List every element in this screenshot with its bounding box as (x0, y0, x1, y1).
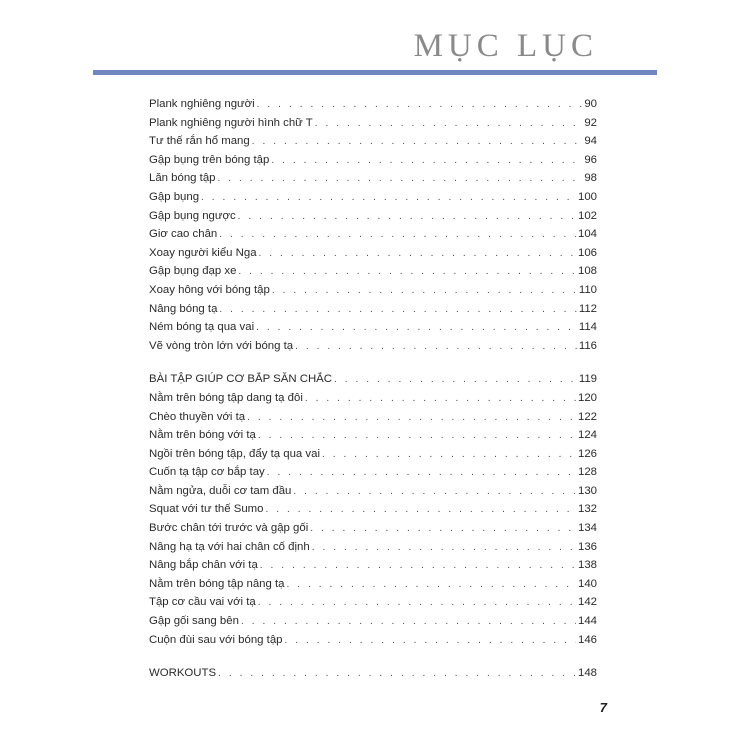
toc-entry (149, 207, 597, 226)
toc-entry-label: Ngồi trên bóng tập, đẩy tạ qua vai (149, 447, 320, 460)
toc-entry (149, 95, 597, 114)
title-divider (93, 70, 657, 75)
toc-entry (149, 225, 597, 244)
toc-entry-label: BÀI TẬP GIÚP CƠ BẮP SĂN CHẮC (149, 373, 333, 386)
dot-leader (258, 427, 576, 446)
toc-entry (149, 132, 597, 151)
toc-entry-label: Gập bụng trên bóng tập (149, 153, 270, 166)
toc-entry-page: 96 (584, 153, 597, 166)
toc-entry-page: 136 (577, 540, 597, 553)
dot-leader (258, 594, 576, 613)
toc-entry-label: Tập cơ cầu vai với tạ (149, 596, 256, 609)
dot-leader (241, 613, 576, 632)
toc-entry (149, 281, 597, 300)
dot-leader (256, 319, 577, 338)
dot-leader (252, 133, 583, 152)
toc-entry (149, 151, 597, 170)
toc-entry-label: Xoay người kiểu Nga (149, 246, 257, 259)
toc-entry-label: WORKOUTS (149, 667, 217, 680)
toc-entry-label: Gập bụng ngược (149, 209, 236, 222)
toc-entry-page: 112 (578, 302, 597, 315)
dot-leader (312, 539, 576, 558)
dot-leader (247, 409, 576, 428)
toc-entry-label: Nâng hạ tạ với hai chân cố định (149, 540, 310, 553)
toc-entry (149, 244, 597, 263)
toc-entry (149, 593, 597, 612)
toc-entry-page: 108 (577, 265, 597, 278)
toc-entry (149, 426, 597, 445)
dot-leader (218, 665, 576, 684)
dot-leader (238, 263, 576, 282)
toc-entry-label: Ném bóng tạ qua vai (149, 321, 255, 334)
dot-leader (334, 371, 577, 390)
toc-entry-label: Vẽ vòng tròn lớn với bóng tạ (149, 339, 294, 352)
dot-leader (267, 464, 576, 483)
toc-entry (149, 631, 597, 650)
toc-entry (149, 337, 597, 356)
toc-section-heading (149, 664, 597, 683)
dot-leader (238, 208, 576, 227)
toc-entry-label: Gập bụng (149, 190, 200, 203)
toc-entry-label: Cuốn tạ tập cơ bắp tay (149, 466, 265, 479)
toc-entry-page: 138 (577, 559, 597, 572)
dot-leader (293, 483, 576, 502)
toc-entry (149, 169, 597, 188)
toc-entry-page: 132 (577, 503, 597, 516)
section-spacer (149, 355, 597, 370)
toc-entry-page: 124 (577, 429, 597, 442)
toc-entry-label: Nằm trên bóng tập dang tạ đôi (149, 391, 303, 404)
toc-entry-page: 134 (577, 522, 597, 535)
toc-entry-page: 128 (577, 466, 597, 479)
dot-leader (310, 520, 576, 539)
toc-entry-page: 140 (577, 577, 597, 590)
dot-leader (272, 282, 577, 301)
toc-entry (149, 300, 597, 319)
toc-entry-label: Nâng bắp chân với tạ (149, 559, 258, 572)
toc-entry-page: 146 (577, 633, 597, 646)
toc-entry-label: Nâng bóng tạ (149, 302, 218, 315)
dot-leader (271, 152, 582, 171)
toc-entry-page: 144 (577, 615, 597, 628)
dot-leader (219, 226, 576, 245)
toc-entry (149, 612, 597, 631)
dot-leader (219, 301, 576, 320)
toc-entry-page: 94 (584, 135, 597, 148)
toc-group-2 (149, 389, 597, 649)
toc-entry-label: Gập gối sang bên (149, 615, 239, 628)
toc-entry (149, 114, 597, 133)
dot-leader (201, 189, 576, 208)
toc-entry (149, 389, 597, 408)
toc-entry (149, 318, 597, 337)
toc-entry (149, 262, 597, 281)
toc-section-heading (149, 370, 597, 389)
toc-entry-label: Cuộn đùi sau với bóng tập (149, 633, 283, 646)
section-spacer (149, 649, 597, 664)
dot-leader (257, 96, 583, 115)
dot-leader (315, 115, 583, 134)
toc-entry-page: 126 (577, 447, 597, 460)
toc-entry-page: 148 (577, 667, 597, 680)
toc-entry (149, 500, 597, 519)
toc-group-1 (149, 95, 597, 355)
toc-entry-page: 114 (578, 321, 597, 334)
dot-leader (305, 390, 576, 409)
toc-entry (149, 482, 597, 501)
toc-entry (149, 463, 597, 482)
toc-entry-label: Giơ cao chân (149, 228, 218, 241)
toc-entry-page: 120 (577, 391, 597, 404)
toc-entry-page: 104 (577, 228, 597, 241)
toc-entry-label: Nằm trên bóng tập nâng tạ (149, 577, 285, 590)
toc-entry (149, 519, 597, 538)
page-title: MỤC LỤC (413, 28, 598, 64)
toc-entry-page: 122 (577, 410, 597, 423)
dot-leader (259, 245, 576, 264)
dot-leader (266, 501, 576, 520)
toc-entry-label: Nằm ngửa, duỗi cơ tam đầu (149, 484, 292, 497)
toc-entry-page: 100 (577, 190, 597, 203)
dot-leader (285, 632, 576, 651)
toc-entry (149, 538, 597, 557)
toc-entry (149, 408, 597, 427)
toc-entry-page: 90 (584, 98, 597, 110)
toc-entry (149, 556, 597, 575)
toc-entry-label: Plank nghiêng người hình chữ T (149, 116, 313, 129)
toc-entry (149, 575, 597, 594)
toc-entry-label: Xoay hông với bóng tập (149, 283, 270, 296)
toc-entry-page: 102 (577, 209, 597, 222)
dot-leader (287, 576, 576, 595)
toc-entry-page: 98 (584, 172, 597, 185)
dot-leader (218, 170, 583, 189)
toc-entry-label: Chèo thuyền với tạ (149, 410, 246, 423)
dot-leader (260, 557, 576, 576)
toc-entry-label: Plank nghiêng người (149, 98, 255, 110)
toc-entry-page: 130 (577, 484, 597, 497)
dot-leader (322, 446, 576, 465)
toc-entry-page: 116 (578, 339, 597, 352)
toc-entry (149, 188, 597, 207)
toc-entry-label: Gập bụng đạp xe (149, 265, 237, 278)
toc-entry-page: 106 (577, 246, 597, 259)
toc-entry-label: Nằm trên bóng với tạ (149, 429, 256, 442)
toc-entry-label: Squat với tư thế Sumo (149, 503, 264, 516)
toc-entry-page: 92 (584, 116, 597, 129)
toc-entry-page: 119 (578, 373, 597, 386)
page-number: 7 (599, 700, 607, 715)
toc-entry (149, 445, 597, 464)
toc-entry-page: 110 (578, 283, 597, 296)
dot-leader (295, 338, 577, 357)
toc-entry-label: Bước chân tới trước và gập gối (149, 522, 309, 535)
table-of-contents (149, 95, 597, 683)
toc-entry-label: Tư thế rắn hổ mang (149, 135, 250, 148)
toc-entry-label: Lăn bóng tập (149, 172, 216, 185)
toc-entry-page: 142 (577, 596, 597, 609)
